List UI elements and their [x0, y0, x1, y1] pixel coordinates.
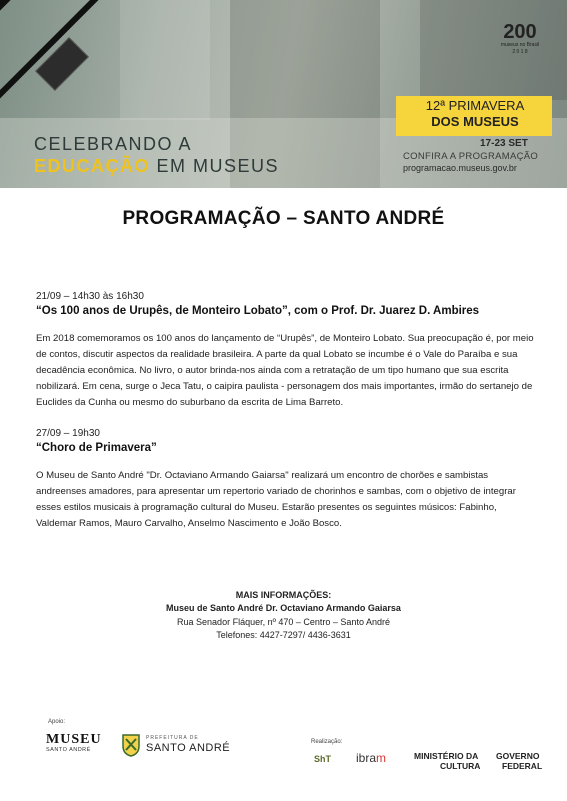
- page-title: PROGRAMAÇÃO – SANTO ANDRÉ: [122, 208, 445, 229]
- ibram-logo: [356, 751, 386, 765]
- event-2-date: 27/09 – 19h30: [36, 428, 100, 439]
- info-heading: MAIS INFORMAÇÕES:: [235, 590, 332, 600]
- sht-logo: ShT: [314, 754, 331, 764]
- banner-headline-2: [34, 156, 279, 176]
- primavera-title-1: 12ª PRIMAVERA: [425, 98, 525, 113]
- governo-line-1: GOVERNO: [496, 751, 540, 761]
- prefeitura-label: PREFEITURA DE: [146, 735, 199, 741]
- luto-ribbon: [0, 0, 63, 39]
- primavera-dates: 17-23 SET: [480, 138, 528, 149]
- banner-photo-area: [120, 0, 210, 120]
- info-address: Rua Senador Fláquer, nº 470 – Centro – Santo André: [177, 617, 390, 627]
- banner-headline-highlight: EDUCAÇÃO: [34, 156, 151, 176]
- confira-programacao: CONFIRA A PROGRAMAÇÃO: [403, 151, 539, 162]
- santo-andre-crest-icon: [121, 733, 141, 757]
- event-1-title: “Os 100 anos de Urupês, de Monteiro Lobato”, com o Prof. Dr. Juarez D. Ambires: [36, 305, 480, 317]
- realizacao-label: Realização:: [311, 739, 343, 745]
- ministerio-cultura-logo: [414, 751, 480, 771]
- ministerio-line-2: CULTURA: [440, 761, 481, 771]
- logo-number: 200: [503, 21, 537, 43]
- event-2-title: “Choro de Primavera”: [36, 442, 157, 454]
- banner-headline-1: CELEBRANDO A: [34, 134, 193, 154]
- header-banner: [0, 0, 567, 188]
- museu-logo-sub: SANTO ANDRÉ: [46, 747, 91, 753]
- governo-line-2: FEDERAL: [502, 761, 543, 771]
- museu-logo-text: MUSEU: [46, 732, 102, 747]
- santo-andre-label: SANTO ANDRÉ: [146, 742, 231, 754]
- logo-caption: museus no Brasil: [500, 42, 540, 48]
- governo-federal-logo: [496, 751, 542, 771]
- primavera-title-2: DOS MUSEUS: [431, 114, 519, 129]
- programacao-link[interactable]: programacao.museus.gov.br: [403, 163, 517, 173]
- ibram-text: ibra: [356, 751, 377, 765]
- event-1-date: 21/09 – 14h30 às 16h30: [36, 291, 144, 302]
- apoio-label: Apoio:: [48, 719, 66, 725]
- ministerio-line-1: MINISTÉRIO DA: [414, 751, 479, 761]
- info-museum-name: Museu de Santo André Dr. Octaviano Armando Gaiarsa: [166, 603, 401, 613]
- logo-year: 2 0 1 8: [512, 49, 528, 55]
- event-1-description: Em 2018 comemoramos os 100 anos do lançamento de “Urupês”, de Monteiro Lobato. Sua preocupação é, por meio de contos, discutir aspectos da realidade brasileira. A parte da qual Lobato se incumbe é o Vale do Paraíba e sua decadência econômica. No livro, o autor brinda-nos ainda com a retratação de um tipo humano que sua escrita nobilizará. Em cena, surge o Jeca Tatu, o caipira paulista - personagem dos mais importantes, irmão do sertanejo de Euclides da Cunha ou mesmo do suburbano da escrita de Lima Barreto.: [36, 333, 534, 408]
- 200-museus-logo: [490, 22, 550, 56]
- ibram-text-accent: m: [376, 751, 387, 765]
- info-phones: Telefones: 4427-7297/ 4436-3631: [216, 630, 351, 640]
- banner-headline-rest: EM MUSEUS: [150, 156, 280, 176]
- museu-santo-andre-logo: [46, 733, 106, 759]
- event-2-description: O Museu de Santo André "Dr. Octaviano Armando Gaiarsa" realizará um encontro de chorões e sambistas andreenses amadores, para apresentar um repertorio variado de chorinhos e sambas, com o objetivo de integrar esses estilos musicais à programação cultural do Museu. Estarão presentes os seguintes músicos: Fabinho, Valdemar Ramos, Mauro Carvalho, Anselmo Nascimento e João Bosco.: [36, 470, 516, 529]
